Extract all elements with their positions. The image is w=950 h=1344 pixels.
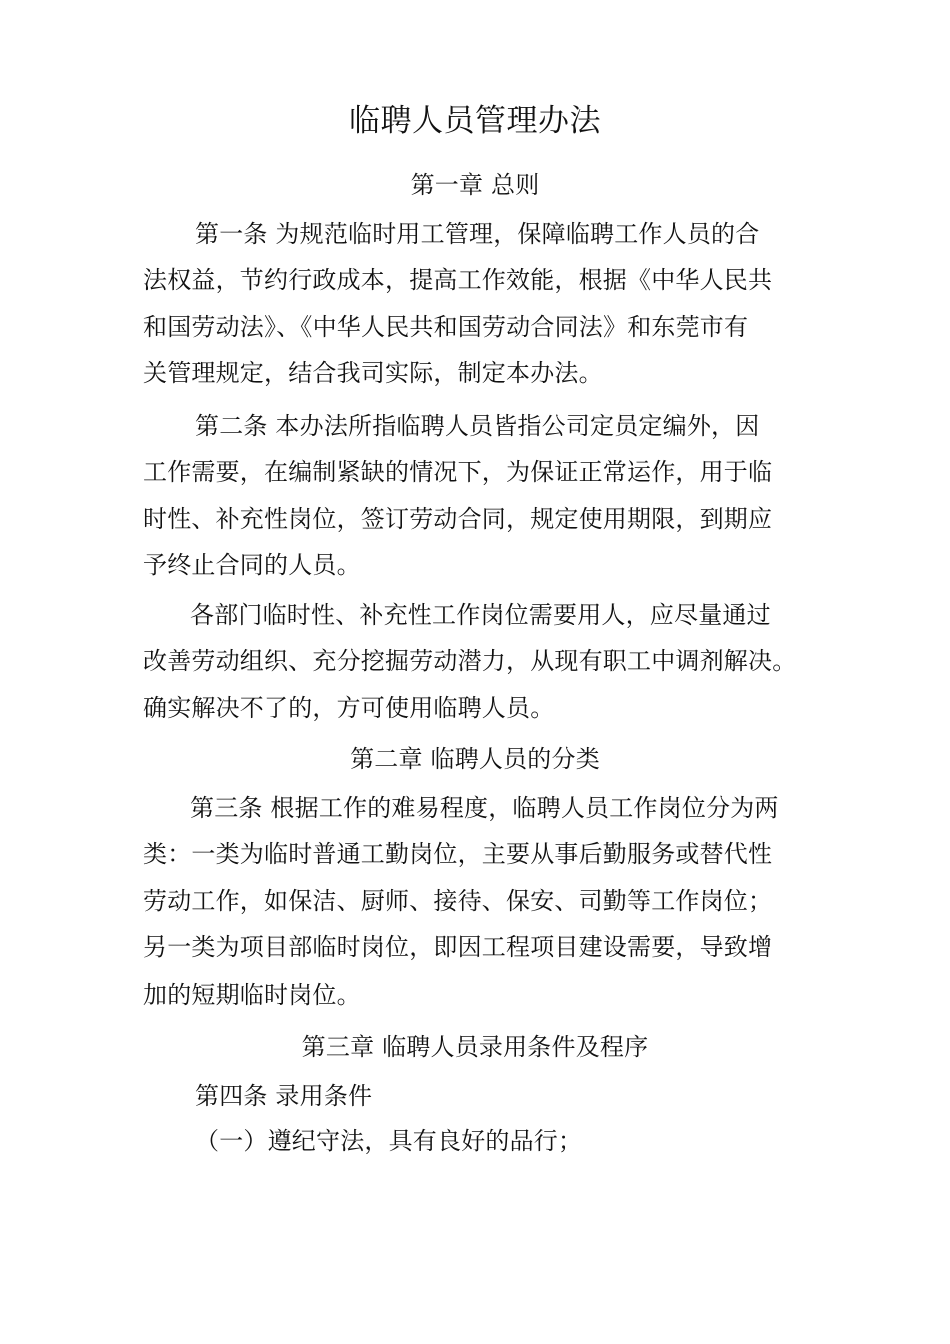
article-3-line-1: 第三条 根据工作的难易程度，临聘人员工作岗位分为两 [190, 794, 779, 822]
document-title: 临聘人员管理办法 [349, 103, 601, 139]
article-1-line-2: 法权益，节约行政成本，提高工作效能，根据《中华人民共 [143, 266, 773, 294]
article-3-line-3: 劳动工作，如保洁、厨师、接待、保安、司勤等工作岗位； [143, 887, 773, 915]
paragraph-3-line-1: 各部门临时性、补充性工作岗位需要用人，应尽量通过 [190, 601, 771, 629]
article-3-line-5: 加的短期临时岗位。 [143, 981, 361, 1009]
article-1-line-1: 第一条 为规范临时用工管理，保障临聘工作人员的合 [195, 220, 760, 248]
article-1-line-4: 关管理规定，结合我司实际，制定本办法。 [143, 359, 603, 387]
chapter-heading-2: 第二章 临聘人员的分类 [350, 745, 600, 773]
article-4-line-1: 第四条 录用条件 [195, 1082, 373, 1110]
article-2-line-2: 工作需要，在编制紧缺的情况下，为保证正常运作，用于临 [143, 458, 773, 486]
article-2-line-3: 时性、补充性岗位，签订劳动合同，规定使用期限，到期应 [143, 505, 773, 533]
article-2-line-4: 予终止合同的人员。 [143, 551, 361, 579]
paragraph-3-line-3: 确实解决不了的，方可使用临聘人员。 [143, 694, 555, 722]
article-3-line-4: 另一类为项目部临时岗位，即因工程项目建设需要，导致增 [143, 933, 773, 961]
chapter-heading-1: 第一章 总则 [410, 171, 540, 199]
article-4-line-2: （一）遵纪守法，具有良好的品行； [195, 1127, 583, 1155]
article-2-line-1: 第二条 本办法所指临聘人员皆指公司定员定编外，因 [195, 412, 760, 440]
article-1-line-3: 和国劳动法》、《中华人民共和国劳动合同法》和东莞市有 [143, 313, 749, 341]
article-3-line-2: 类：一类为临时普通工勤岗位，主要从事后勤服务或替代性 [143, 840, 773, 868]
paragraph-3-line-2: 改善劳动组织、充分挖掘劳动潜力，从现有职工中调剂解决。 [143, 647, 797, 675]
chapter-heading-3: 第三章 临聘人员录用条件及程序 [301, 1033, 649, 1061]
